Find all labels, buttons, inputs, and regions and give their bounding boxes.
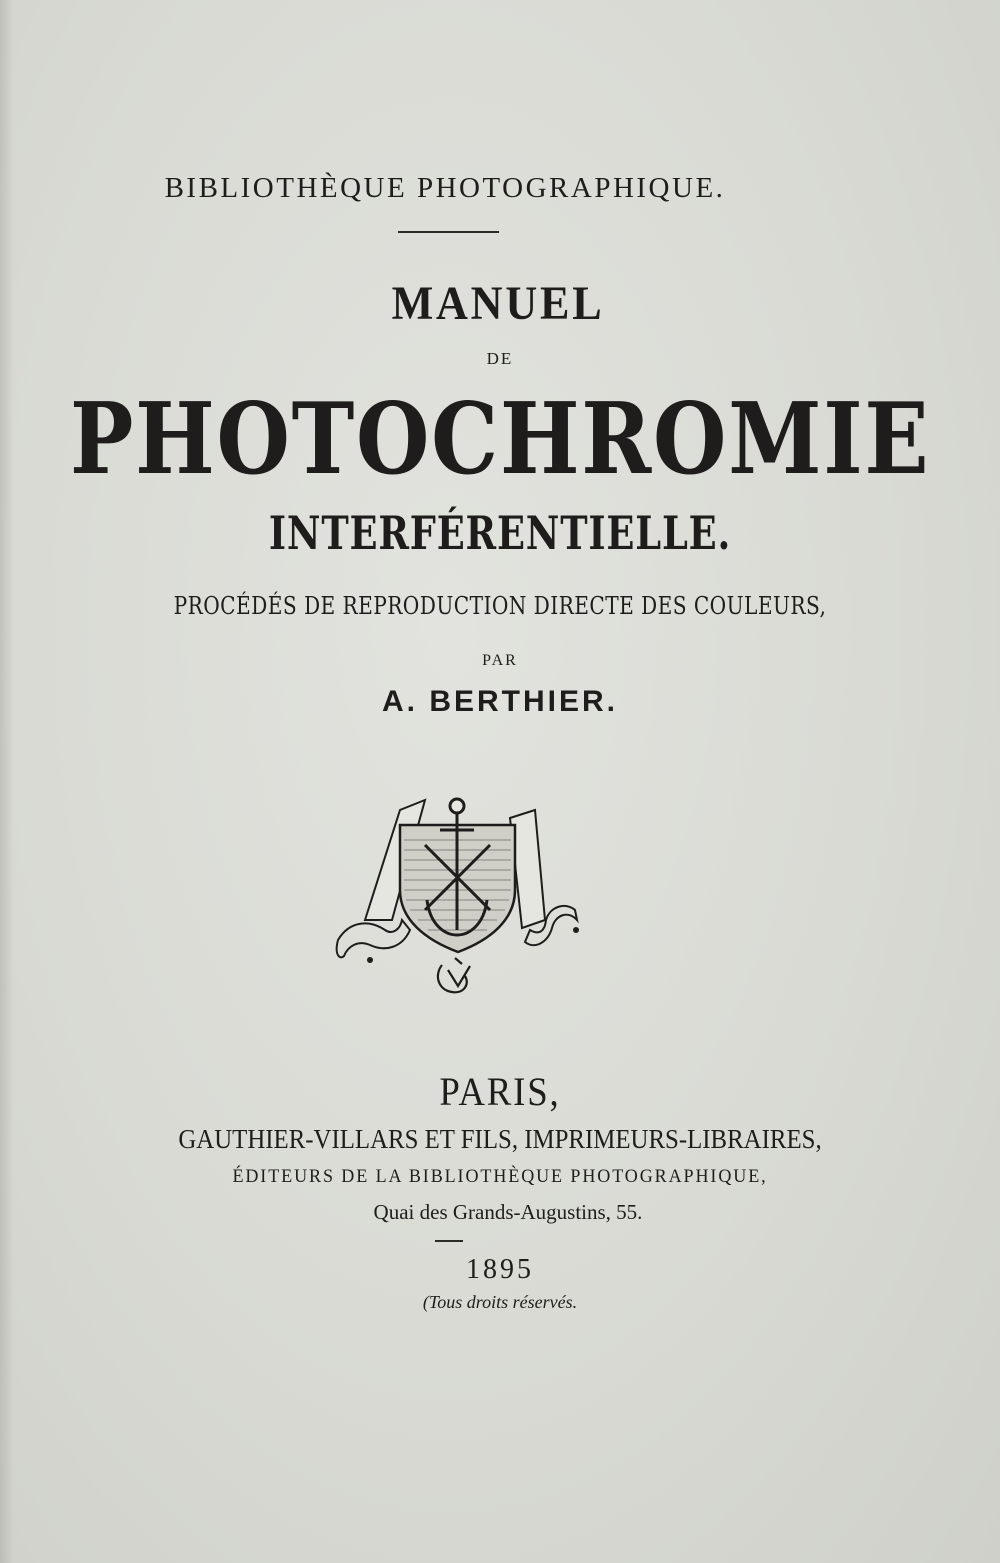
imprint-publisher-role: ÉDITEURS DE LA BIBLIOTHÈQUE PHOTOGRAPHIQUE, (232, 1166, 768, 1187)
divider-rule-top (398, 231, 499, 233)
main-title: PHOTOCHROMIE (70, 382, 931, 497)
title-line-interferentielle: INTERFÉRENTIELLE. (268, 506, 732, 560)
author-name: A. BERTHIER. (381, 685, 618, 718)
title-connector: DE (486, 349, 514, 368)
subtitle: PROCÉDÉS DE REPRODUCTION DIRECTE DES COULEURS, (173, 592, 827, 620)
divider-rule-bottom (435, 1240, 463, 1242)
series-title: BIBLIOTHÈQUE PHOTOGRAPHIQUE. (164, 172, 726, 204)
imprint-address: Quai des Grands-Augustins, 55. (373, 1200, 643, 1224)
imprint-city: PARIS, (439, 1069, 561, 1114)
by-label: PAR (482, 652, 518, 669)
imprint-publisher: GAUTHIER-VILLARS ET FILS, IMPRIMEURS-LIBRAIRES, (178, 1124, 822, 1154)
publication-year: 1895 (466, 1254, 534, 1285)
rights-notice: (Tous droits réservés. (422, 1292, 578, 1312)
printers-mark-anchor-shield-icon (330, 770, 585, 1000)
title-line-manuel: MANUEL (391, 277, 605, 330)
page-edge-shadow (0, 0, 14, 1563)
